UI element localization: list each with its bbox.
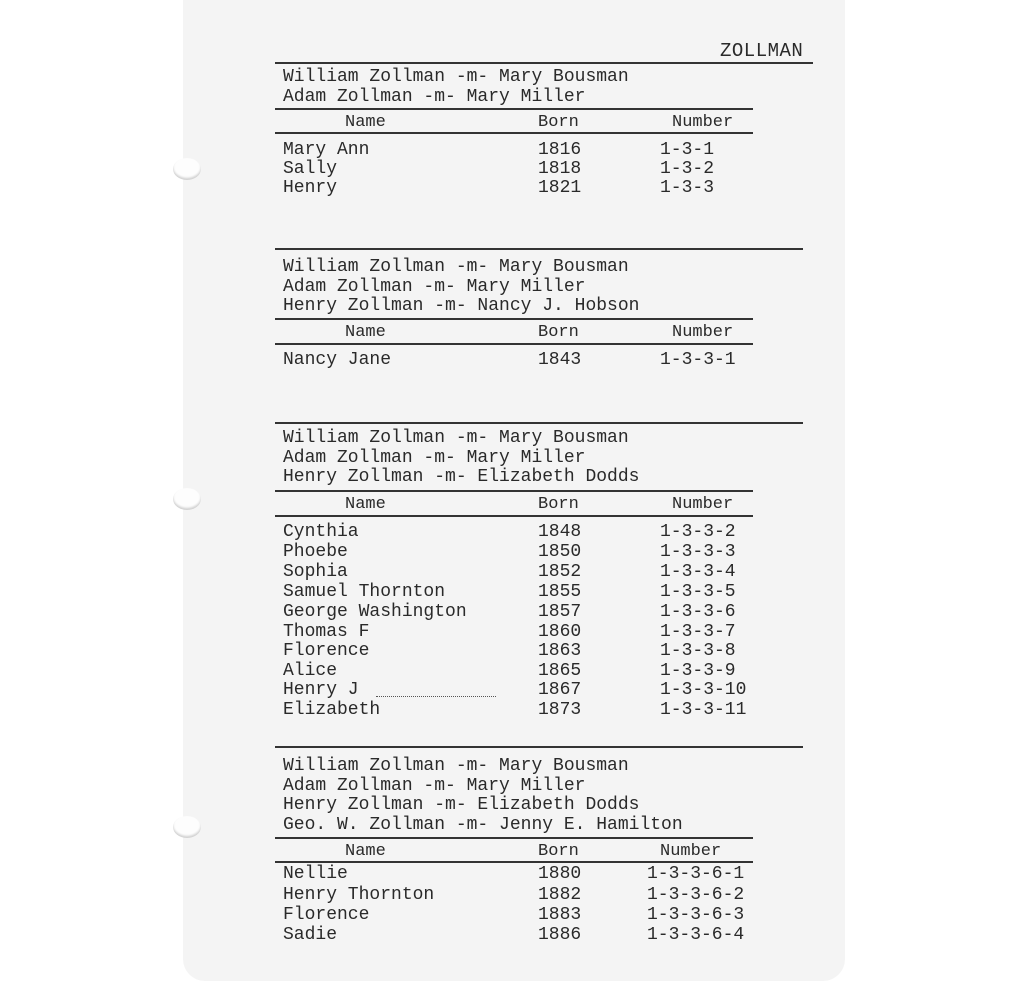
table-row	[283, 542, 763, 562]
record-number: 1-3-3-2	[660, 522, 736, 542]
name-column-header: Name	[345, 495, 386, 514]
birth-year: 1882	[538, 885, 582, 905]
record-number: 1-3-3-3	[660, 542, 736, 562]
birth-year: 1867	[538, 680, 582, 700]
record-number: 1-3-3	[660, 178, 715, 198]
birth-year: 1865	[538, 661, 582, 681]
record-number: 1-3-3-6	[660, 602, 736, 622]
family-3-parents	[283, 429, 639, 488]
table-row	[283, 905, 763, 925]
record-number: 1-3-3-11	[660, 700, 747, 720]
name-column-header: Name	[345, 842, 386, 861]
table-row	[283, 350, 763, 370]
number-column-header: Number	[672, 495, 734, 514]
number-column-header: Number	[660, 842, 722, 861]
header-rule	[275, 318, 753, 320]
section-rule	[275, 422, 803, 424]
child-name: Nellie	[283, 864, 348, 884]
table-row	[283, 582, 763, 602]
table-row	[283, 622, 763, 642]
parent-line: William Zollman -m- Mary Bousman	[283, 257, 629, 277]
record-number: 1-3-3-9	[660, 661, 736, 681]
table-row	[283, 140, 763, 160]
record-number: 1-3-3-6-2	[647, 885, 745, 905]
child-name: Henry	[283, 178, 338, 198]
birth-year: 1818	[538, 159, 582, 179]
record-number: 1-3-3-6-1	[647, 864, 745, 884]
record-number: 1-3-3-5	[660, 582, 736, 602]
child-name: Samuel Thornton	[283, 582, 446, 602]
birth-year: 1857	[538, 602, 582, 622]
parent-line: Henry Zollman -m- Elizabeth Dodds	[283, 795, 640, 815]
parent-line: Henry Zollman -m- Nancy J. Hobson	[283, 296, 640, 316]
record-number: 1-3-3-1	[660, 350, 736, 370]
birth-year: 1886	[538, 925, 582, 945]
name-column-header: Name	[345, 113, 386, 132]
child-name: Thomas F	[283, 622, 370, 642]
child-name: Henry Thornton	[283, 885, 435, 905]
family-4-parents	[283, 757, 683, 835]
table-row	[283, 178, 763, 198]
child-name: George Washington	[283, 602, 467, 622]
child-name: Cynthia	[283, 522, 359, 542]
child-name: Alice	[283, 661, 338, 681]
parent-line: William Zollman -m- Mary Bousman	[283, 428, 629, 448]
section-rule	[275, 746, 803, 748]
table-row	[283, 602, 763, 622]
record-number: 1-3-3-6-4	[647, 925, 745, 945]
section-rule	[275, 248, 803, 250]
family-1-parents	[283, 68, 629, 107]
birth-year: 1860	[538, 622, 582, 642]
table-row	[283, 522, 763, 542]
header-rule	[275, 515, 753, 517]
header-rule	[275, 132, 753, 134]
table-row	[283, 885, 763, 905]
record-number: 1-3-3-10	[660, 680, 747, 700]
table-row	[283, 562, 763, 582]
table-row	[283, 680, 763, 700]
record-number: 1-3-3-6-3	[647, 905, 745, 925]
parent-line: Henry Zollman -m- Elizabeth Dodds	[283, 467, 640, 487]
birth-year: 1821	[538, 178, 582, 198]
header-rule	[275, 490, 753, 492]
child-name: Henry J	[283, 680, 359, 700]
record-number: 1-3-3-7	[660, 622, 736, 642]
name-column-header: Name	[345, 323, 386, 342]
record-number: 1-3-2	[660, 159, 715, 179]
birth-year: 1843	[538, 350, 582, 370]
birth-year: 1863	[538, 641, 582, 661]
top-rule	[275, 62, 813, 64]
record-number: 1-3-3-8	[660, 641, 736, 661]
header-rule	[275, 343, 753, 345]
birth-year: 1852	[538, 562, 582, 582]
child-name: Sadie	[283, 925, 338, 945]
family-2-parents	[283, 258, 639, 317]
birth-year: 1873	[538, 700, 582, 720]
birth-year: 1850	[538, 542, 582, 562]
number-column-header: Number	[672, 323, 734, 342]
birth-year: 1848	[538, 522, 582, 542]
parent-line: William Zollman -m- Mary Bousman	[283, 67, 629, 87]
child-name: Florence	[283, 641, 370, 661]
child-name: Elizabeth	[283, 700, 381, 720]
child-name: Sally	[283, 159, 338, 179]
parent-line: Adam Zollman -m- Mary Miller	[283, 86, 586, 107]
binder-hole	[173, 158, 201, 180]
child-name: Mary Ann	[283, 140, 370, 160]
table-row	[283, 159, 763, 179]
parent-line: Adam Zollman -m- Mary Miller	[283, 775, 586, 796]
born-column-header: Born	[538, 495, 579, 514]
table-row	[283, 661, 763, 681]
child-name: Nancy Jane	[283, 350, 392, 370]
table-row	[283, 700, 763, 720]
birth-year: 1883	[538, 905, 582, 925]
header-rule	[275, 861, 753, 863]
born-column-header: Born	[538, 842, 579, 861]
born-column-header: Born	[538, 113, 579, 132]
table-row	[283, 641, 763, 661]
dotted-leader	[376, 696, 496, 697]
child-name: Phoebe	[283, 542, 348, 562]
parent-line: Geo. W. Zollman -m- Jenny E. Hamilton	[283, 814, 683, 835]
birth-year: 1880	[538, 864, 582, 884]
number-column-header: Number	[672, 113, 734, 132]
parent-line: Adam Zollman -m- Mary Miller	[283, 447, 586, 468]
table-row	[283, 864, 763, 884]
birth-year: 1816	[538, 140, 582, 160]
child-name: Sophia	[283, 562, 348, 582]
born-column-header: Born	[538, 323, 579, 342]
header-rule	[275, 108, 753, 110]
table-row	[283, 925, 763, 945]
child-name: Florence	[283, 905, 370, 925]
binder-hole	[173, 816, 201, 838]
surname-heading: ZOLLMAN	[720, 40, 804, 62]
parent-line: William Zollman -m- Mary Bousman	[283, 756, 629, 776]
record-number: 1-3-1	[660, 140, 715, 160]
binder-hole	[173, 488, 201, 510]
birth-year: 1855	[538, 582, 582, 602]
record-number: 1-3-3-4	[660, 562, 736, 582]
parent-line: Adam Zollman -m- Mary Miller	[283, 276, 586, 297]
header-rule	[275, 837, 753, 839]
